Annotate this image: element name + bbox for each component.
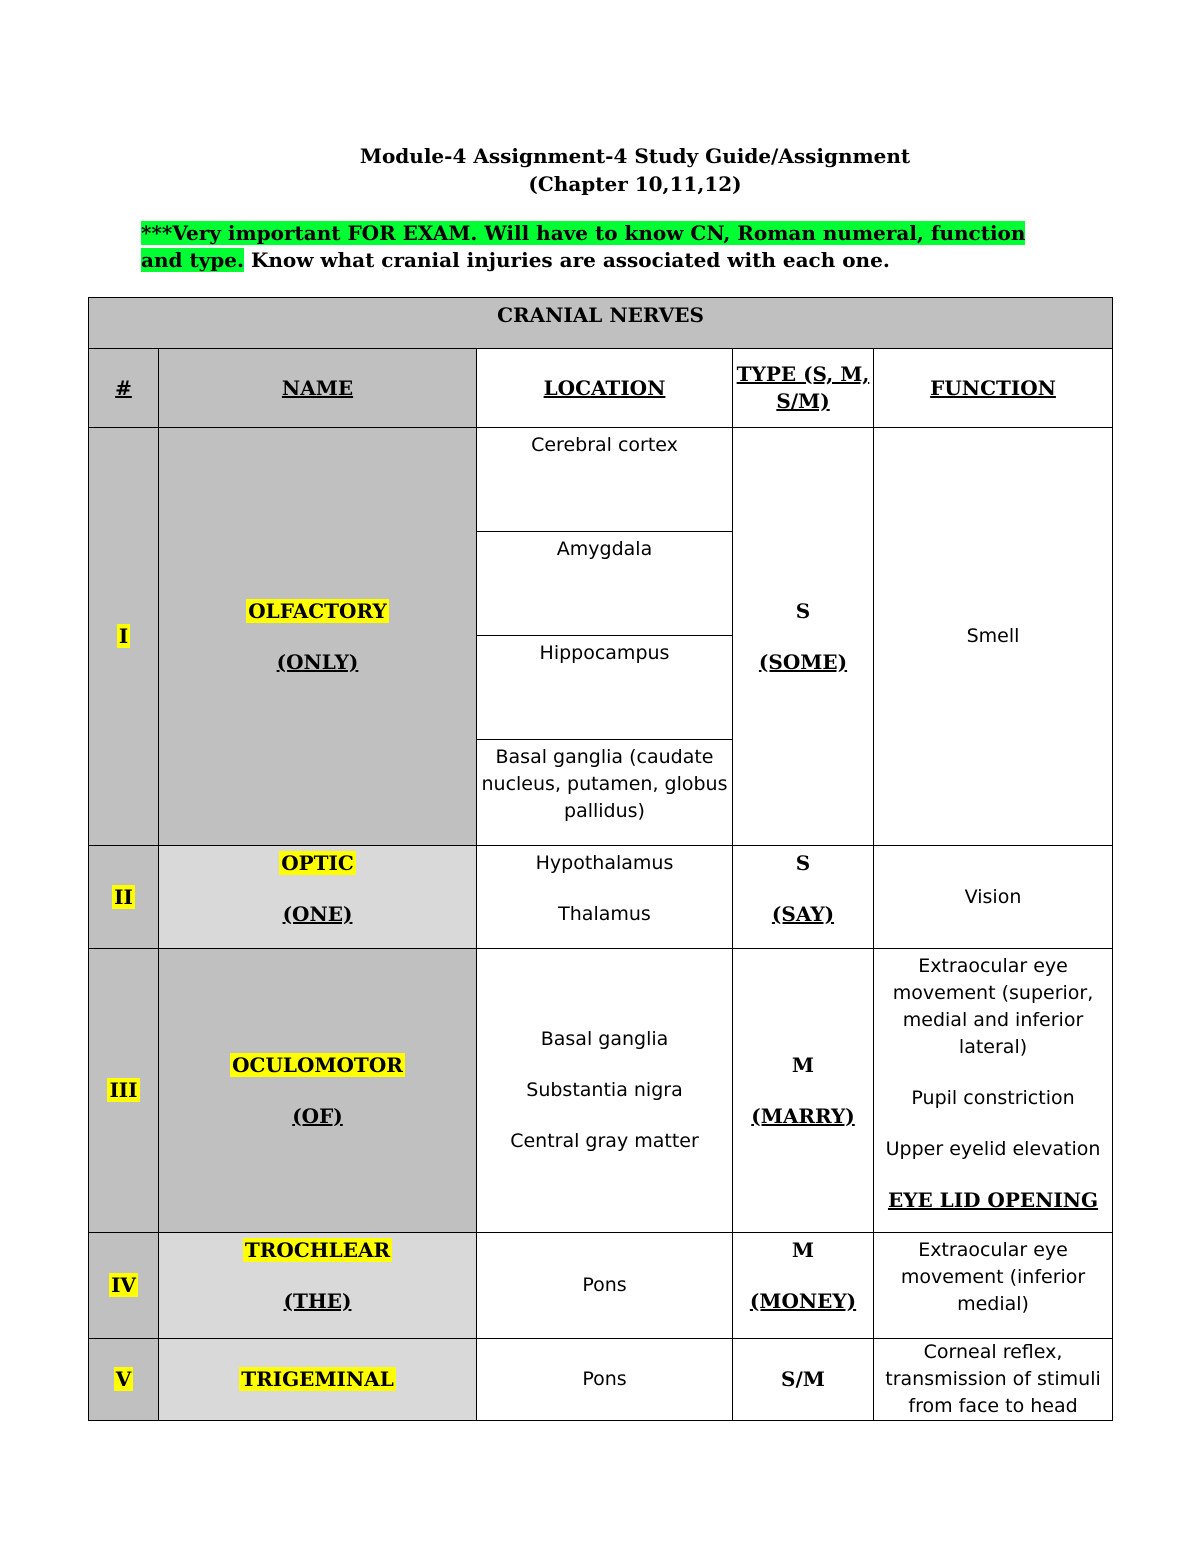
cell-number: II	[89, 846, 159, 949]
cell-number: III	[89, 949, 159, 1233]
cell-location: Amygdala	[477, 532, 733, 636]
cell-type: M (MARRY)	[733, 949, 874, 1233]
cell-location: Hippocampus	[477, 636, 733, 740]
cell-name: OPTIC (ONE)	[159, 846, 477, 949]
cell-type: M (MONEY)	[733, 1233, 874, 1339]
col-header-function: FUNCTION	[874, 349, 1113, 428]
cell-name: TRIGEMINAL	[159, 1339, 477, 1421]
exam-note-rest: Know what cranial injuries are associated with each one.	[243, 248, 890, 272]
cell-location: Basal ganglia (caudate nucleus, putamen, globus pallidus)	[477, 740, 733, 846]
cell-type: S/M	[733, 1339, 874, 1421]
cell-location: Cerebral cortex	[477, 428, 733, 532]
exam-note-highlight: ***Very important FOR EXAM. Will have to know CN, Roman numeral, function and type.	[141, 221, 1026, 272]
table-row	[89, 1233, 1113, 1339]
col-header-number: #	[89, 349, 159, 428]
cell-name: OCULOMOTOR (OF)	[159, 949, 477, 1233]
cell-number: I	[89, 428, 159, 846]
col-header-location: LOCATION	[477, 349, 733, 428]
cell-type: S (SOME)	[733, 428, 874, 846]
table-row	[89, 949, 1113, 1233]
cell-name: TROCHLEAR (THE)	[159, 1233, 477, 1339]
cell-location: Basal ganglia Substantia nigra Central gray matter	[477, 949, 733, 1233]
table-row	[89, 1339, 1113, 1421]
cell-name: OLFACTORY (ONLY)	[159, 428, 477, 846]
cell-function: Corneal reflex, transmission of stimuli from face to head	[874, 1339, 1113, 1421]
table-caption: CRANIAL NERVES	[89, 298, 1113, 349]
exam-note	[141, 220, 1041, 274]
page-subtitle: (Chapter 10,11,12)	[528, 172, 742, 196]
cell-type: S (SAY)	[733, 846, 874, 949]
cranial-nerves-table	[88, 297, 1113, 1421]
cell-number: V	[89, 1339, 159, 1421]
cell-function: Extraocular eye movement (inferior medial)	[874, 1233, 1113, 1339]
page-title: Module-4 Assignment-4 Study Guide/Assignment	[359, 144, 911, 168]
cell-location: Pons	[477, 1339, 733, 1421]
cell-location: Pons	[477, 1233, 733, 1339]
table-row	[89, 846, 1113, 949]
col-header-type: TYPE (S, M, S/M)	[733, 349, 874, 428]
table-row	[89, 428, 1113, 532]
cell-function: Vision	[874, 846, 1113, 949]
col-header-name: NAME	[159, 349, 477, 428]
cell-number: IV	[89, 1233, 159, 1339]
cell-function: Smell	[874, 428, 1113, 846]
cell-location: Hypothalamus Thalamus	[477, 846, 733, 949]
cell-function: Extraocular eye movement (superior, medial and inferior lateral) Pupil constriction Upper eyelid elevation EYE LID OPENING	[874, 949, 1113, 1233]
